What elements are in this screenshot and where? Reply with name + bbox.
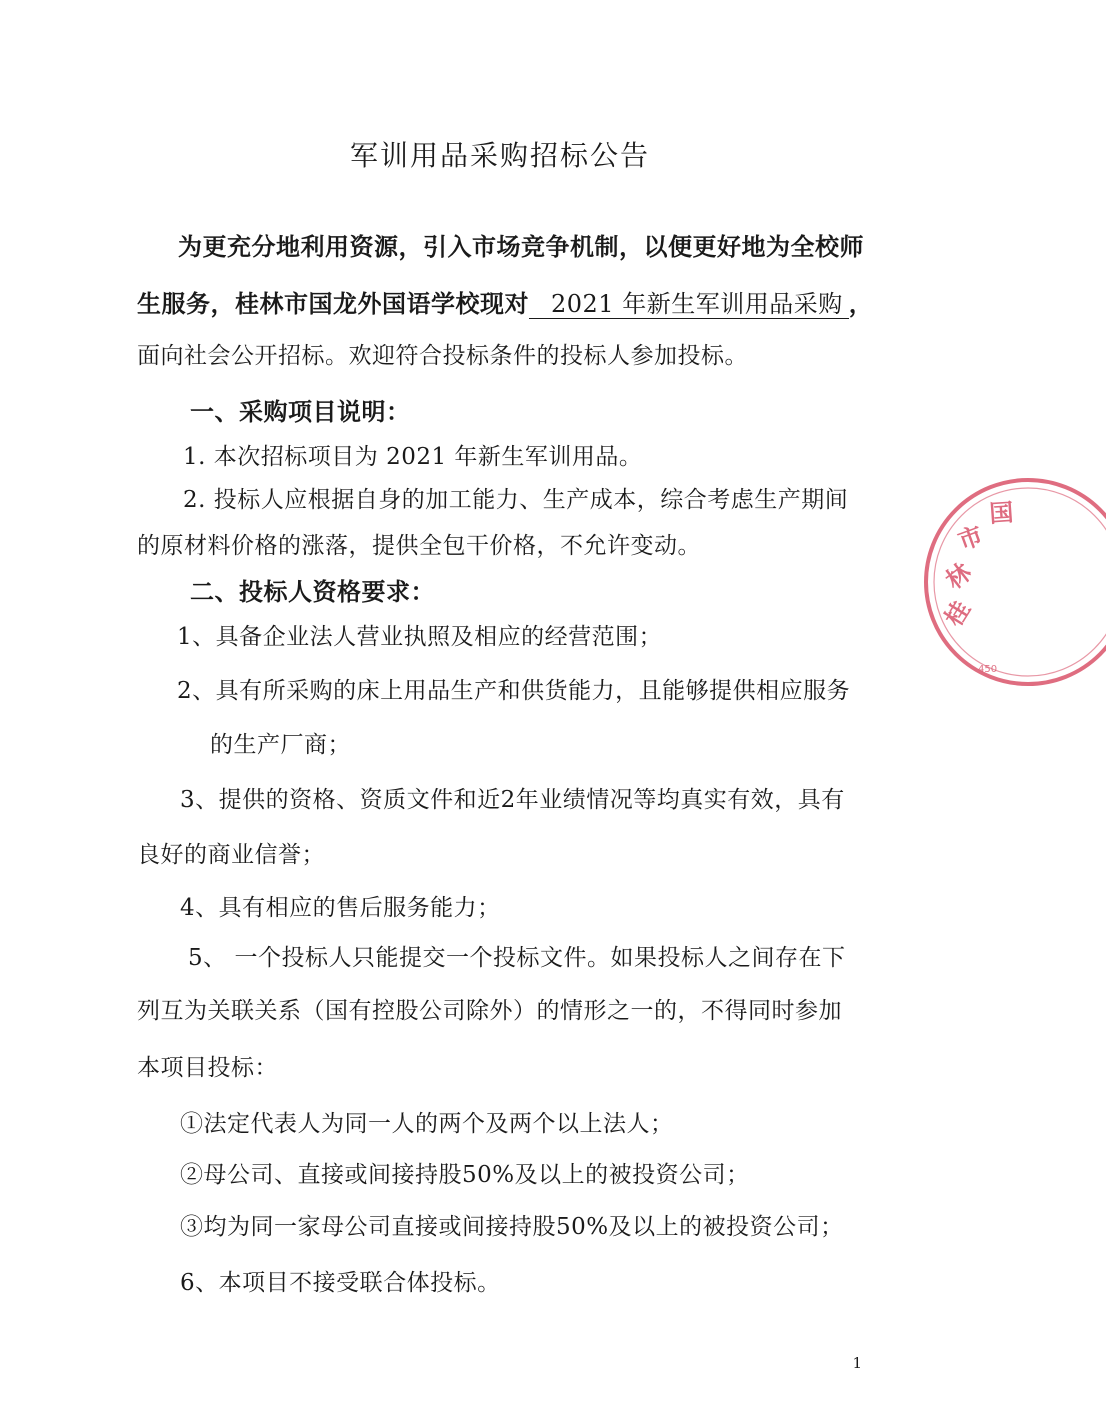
requirement-2-line-2: 的生产厂商；: [210, 732, 351, 758]
sub-condition-3: ③均为同一家母公司直接或间接持股50%及以上的被投资公司；: [180, 1214, 844, 1240]
seal-char-1: 桂: [939, 595, 976, 632]
sub-condition-2: ②母公司、直接或间接持股50%及以上的被投资公司；: [180, 1162, 750, 1188]
requirement-2-line-1: 2、具有所采购的床上用品生产和供货能力，且能够提供相应服务: [177, 678, 851, 704]
sub-condition-1: ①法定代表人为同一人的两个及两个以上法人；: [180, 1111, 674, 1137]
project-name-underlined: 2021 年新生军训用品采购: [529, 290, 849, 319]
requirement-6: 6、本项目不接受联合体投标。: [180, 1270, 501, 1296]
requirement-5-line-1: 5、 一个投标人只能提交一个投标文件。如果投标人之间存在下: [188, 945, 846, 971]
intro-line-2-text: 生服务，桂林市国龙外国语学校现对: [137, 289, 529, 318]
seal-char-2: 林: [940, 557, 977, 595]
section-1-heading: 一、采购项目说明：: [190, 397, 411, 426]
requirement-1: 1、具备企业法人营业执照及相应的经营范围；: [177, 624, 663, 650]
page-number: 1: [852, 1354, 862, 1372]
intro-line-2-comma: ，: [848, 289, 874, 318]
seal-char-3: 市: [954, 521, 987, 556]
intro-line-2: [137, 289, 873, 319]
official-seal-stamp: [916, 470, 1106, 700]
requirement-5-line-2: 列互为关联关系（国有控股公司除外）的情形之一的，不得同时参加: [137, 998, 842, 1024]
requirement-3-line-2: 良好的商业信誉；: [137, 842, 325, 868]
intro-line-1: 为更充分地利用资源，引入市场竞争机制，以便更好地为全校师: [178, 232, 864, 261]
document-title: 军训用品采购招标公告: [349, 139, 650, 172]
section-2-heading: 二、投标人资格要求：: [190, 577, 435, 606]
requirement-4: 4、具有相应的售后服务能力；: [180, 895, 501, 921]
section-1-item-1: 1. 本次招标项目为 2021 年新生军训用品。: [183, 444, 643, 470]
requirement-3-line-1: 3、提供的资格、资质文件和近2年业绩情况等均真实有效，具有: [180, 787, 845, 813]
intro-line-3: 面向社会公开招标。欢迎符合投标条件的投标人参加投标。: [137, 343, 748, 369]
section-1-item-2-line-1: 2. 投标人应根据自身的加工能力、生产成本，综合考虑生产期间: [183, 487, 849, 513]
requirement-5-line-3: 本项目投标：: [137, 1055, 278, 1081]
seal-number: 450: [978, 664, 998, 675]
seal-char-4: 国: [988, 498, 1015, 528]
section-1-item-2-line-2: 的原材料价格的涨落，提供全包干价格，不允许变动。: [137, 533, 701, 559]
